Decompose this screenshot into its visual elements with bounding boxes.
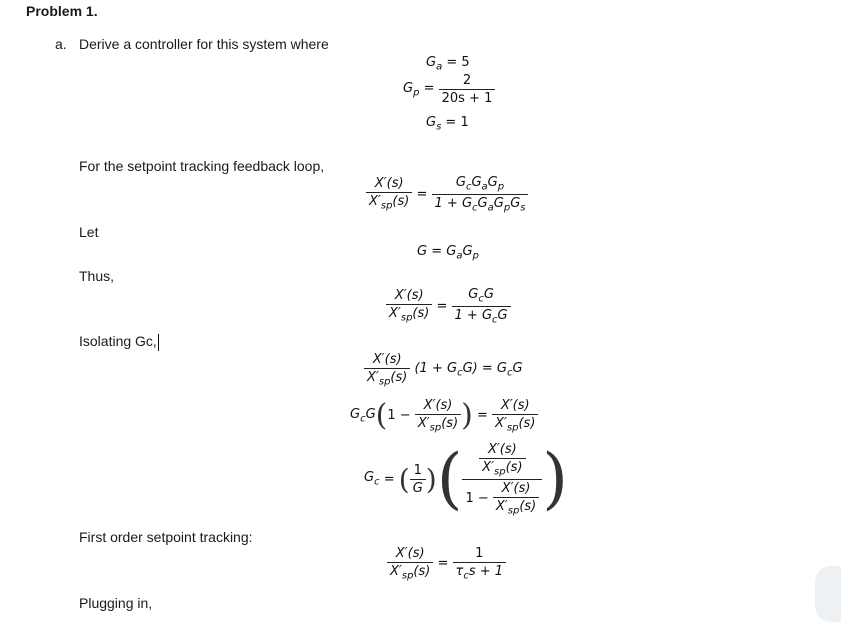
label-isolating: Isolating Gc, [79, 333, 157, 349]
part-text: Derive a controller for this system where [79, 36, 329, 52]
label-first-order: First order setpoint tracking: [79, 529, 253, 545]
eq-closed-loop: $\frac{X'(s)}{X'_{sp}(s)}$ = $\frac{G_cG_aG_p}{1 + G_cG_aG_pG_s}$ [366, 175, 528, 213]
eq-g-def: $G = G_aG_p$ [417, 244, 479, 262]
gp-numerator: 2 [462, 73, 472, 88]
eq-gp: $G_p$ = $\frac{2}{20s + 1}$ [403, 73, 495, 106]
scroll-thumb[interactable] [815, 566, 841, 622]
label-setpoint-loop: For the setpoint tracking feedback loop, [79, 158, 325, 174]
eq-gc-solution: $G_c$ = ( $\frac{1}{G}$ ) ( $\frac{X'(s)}{X'_{sp}(s)}$ 1 − $\frac{X'(s)}{X'_{sp}(s)}$ ) [364, 440, 568, 518]
text-cursor [158, 334, 159, 351]
part-label: a. [55, 36, 67, 52]
eq-gs: $G_s = 1$ [426, 115, 469, 133]
problem-title: Problem 1. [26, 3, 98, 19]
label-let: Let [79, 224, 99, 240]
label-plugging: Plugging in, [79, 595, 153, 611]
eq-ga: $G_a = 5$ [426, 55, 470, 73]
gp-denominator: 20s + 1 [439, 89, 496, 106]
eq-factor: $G_cG$ ( 1 − $\frac{X'(s)}{X'_{sp}(s)}$ ) = $\frac{X'(s)}{X'_{sp}(s)}$ [350, 398, 538, 434]
eq-first-order: $\frac{X'(s)}{X'_{sp}(s)}$ = $\frac{1}{\tau_cs + 1}$ [387, 546, 506, 582]
eq-multiply: $\frac{X'(s)}{X'_{sp}(s)}$ $(1 + G_cG) = G_cG$ [364, 352, 523, 388]
eq-thus: $\frac{X'(s)}{X'_{sp}(s)}$ = $\frac{G_cG}{1 + G_cG}$ [386, 287, 511, 325]
label-thus: Thus, [79, 268, 115, 284]
